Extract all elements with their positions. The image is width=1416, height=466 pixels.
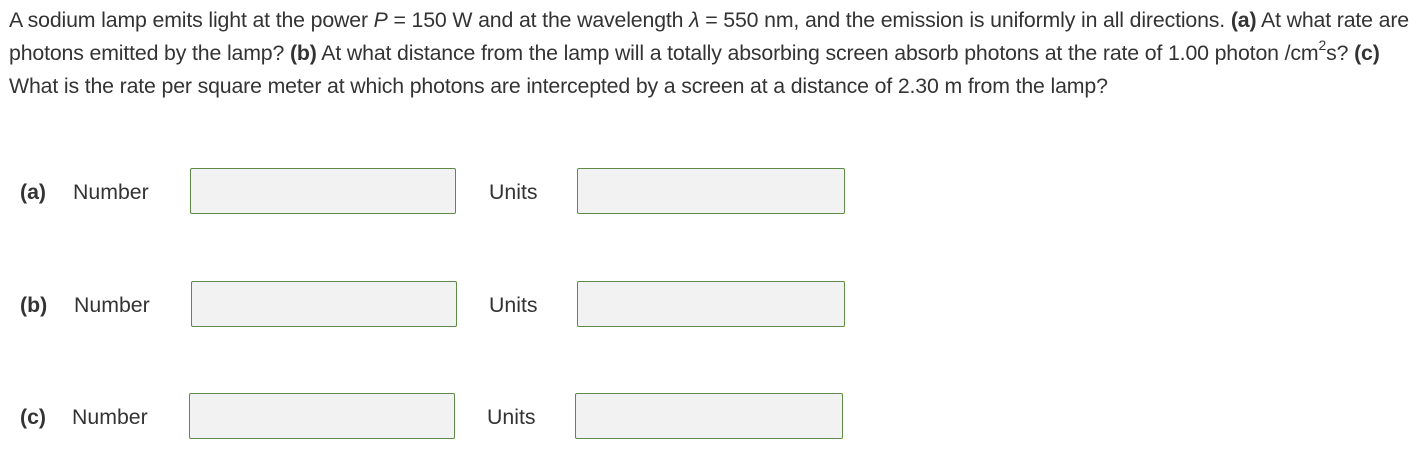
question-text-4: At what rate are photons emitted by the lamp? bbox=[9, 8, 1409, 65]
superscript: 2 bbox=[1318, 36, 1327, 53]
wavelength-variable: λ bbox=[689, 8, 700, 32]
part-a-label: (a) bbox=[20, 180, 47, 204]
part-c-label: (c) bbox=[20, 405, 47, 429]
answer-row-b bbox=[0, 281, 860, 331]
part-b-label: (b) bbox=[20, 293, 48, 317]
units-input-c[interactable] bbox=[575, 393, 843, 439]
question-text-3: = 550 nm, and the emission is uniformly in all directions. bbox=[699, 8, 1231, 32]
number-label-b: Number bbox=[74, 293, 150, 317]
number-input-b[interactable] bbox=[191, 281, 457, 327]
question-text-5: At what distance from the lamp will a totally absorbing screen absorb photons at the rate of 1.00 photon /cm bbox=[316, 41, 1319, 65]
units-label-c: Units bbox=[487, 405, 536, 429]
number-label-a: Number bbox=[73, 180, 149, 204]
part-a-tag: (a) bbox=[1230, 8, 1257, 32]
units-label-b: Units bbox=[489, 293, 538, 317]
answer-row-a bbox=[0, 168, 860, 218]
question-text bbox=[9, 4, 1409, 103]
power-variable: P bbox=[373, 8, 388, 32]
question-text-2: = 150 W and at the wavelength bbox=[387, 8, 690, 32]
number-label-c: Number bbox=[72, 405, 148, 429]
part-b-tag: (b) bbox=[289, 41, 317, 65]
units-input-b[interactable] bbox=[577, 281, 845, 327]
units-label-a: Units bbox=[489, 180, 538, 204]
units-input-a[interactable] bbox=[577, 168, 845, 214]
question-text-7: What is the rate per square meter at which photons are intercepted by a screen at a distance of 2.30 m from the lamp? bbox=[9, 74, 1108, 98]
number-input-c[interactable] bbox=[189, 393, 455, 439]
question-text-1: A sodium lamp emits light at the power bbox=[9, 8, 374, 32]
number-input-a[interactable] bbox=[190, 168, 456, 214]
question-text-6: s? bbox=[1326, 41, 1355, 65]
answer-row-c bbox=[0, 393, 860, 443]
part-c-tag: (c) bbox=[1354, 41, 1380, 65]
